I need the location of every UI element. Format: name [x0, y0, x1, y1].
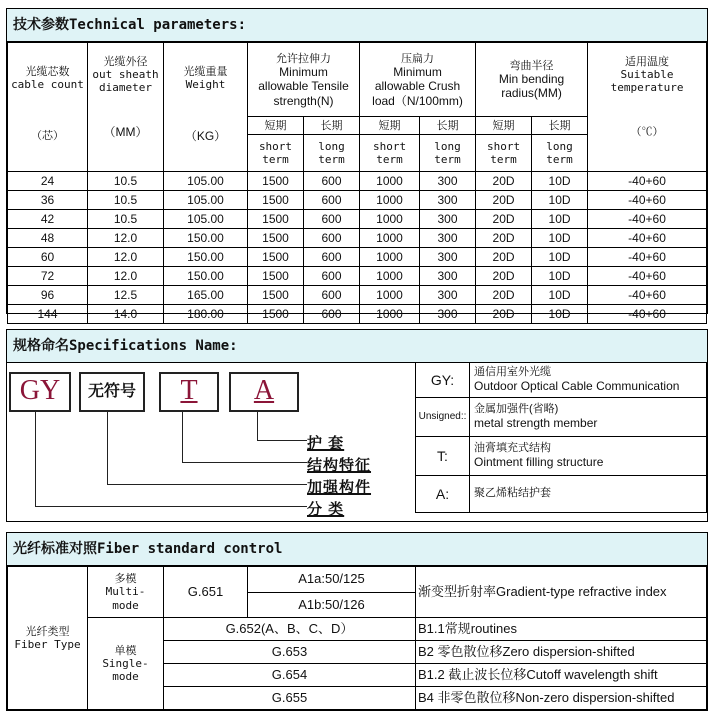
desc-cell: B2 零色散位移Zero dispersion-shifted: [416, 641, 707, 664]
table-cell: 1500: [248, 305, 304, 324]
box-a: A: [229, 372, 299, 412]
table-cell: 180.00: [164, 305, 248, 324]
table-cell: 300: [420, 172, 476, 191]
spec-row: [416, 476, 707, 513]
line-t-vert: [182, 412, 183, 462]
line-gy-horz: [35, 506, 307, 507]
table-cell: 300: [420, 210, 476, 229]
table-row: [8, 248, 707, 267]
spec-key: T:: [416, 437, 470, 476]
fiber-row-a1a: [8, 567, 707, 593]
technical-body: [8, 172, 707, 324]
table-cell: 1500: [248, 210, 304, 229]
table-cell: 60: [8, 248, 88, 267]
box-gy: GY: [9, 372, 71, 412]
table-cell: 1000: [360, 229, 420, 248]
table-cell: -40+60: [588, 172, 707, 191]
table-cell: 1000: [360, 305, 420, 324]
line-gy-vert: [35, 412, 36, 506]
label-structure: 结构特征: [307, 457, 372, 474]
bend-short-cn: 短期: [476, 117, 532, 135]
single-mode-label: 单模 Single- mode: [88, 618, 164, 710]
bend-long-cn: 长期: [532, 117, 588, 135]
technical-section: [6, 8, 708, 321]
table-cell: 42: [8, 210, 88, 229]
table-cell: 10D: [532, 172, 588, 191]
a1b-cell: A1b:50/126: [248, 592, 416, 618]
a1a-cell: A1a:50/125: [248, 567, 416, 593]
table-cell: 10D: [532, 286, 588, 305]
table-cell: 12.0: [88, 267, 164, 286]
table-cell: 20D: [476, 191, 532, 210]
table-cell: 12.5: [88, 286, 164, 305]
spec-table-wrap: [415, 362, 707, 513]
table-cell: 1500: [248, 267, 304, 286]
table-cell: 10D: [532, 229, 588, 248]
table-row: [8, 267, 707, 286]
line-a-horz: [257, 440, 307, 441]
table-cell: 20D: [476, 229, 532, 248]
table-cell: 600: [304, 210, 360, 229]
table-cell: 10D: [532, 305, 588, 324]
box-t: T: [159, 372, 219, 412]
label-class: 分 类: [307, 501, 345, 518]
header-tensile: 允许拉伸力 Minimum allowable Tensile strength(N): [248, 43, 360, 117]
table-cell: 20D: [476, 210, 532, 229]
table-cell: 300: [420, 229, 476, 248]
bend-long-en: long term: [532, 135, 588, 172]
fiber-row-0: [8, 618, 707, 641]
std-cell: G.653: [164, 641, 416, 664]
table-cell: -40+60: [588, 210, 707, 229]
table-cell: 600: [304, 286, 360, 305]
table-cell: 72: [8, 267, 88, 286]
table-cell: 600: [304, 229, 360, 248]
header-crush: 压扁力 Minimum allowable Crush load（N/100mm): [360, 43, 476, 117]
header-bending: 弯曲半径 Min bending radius(MM): [476, 43, 588, 117]
fiber-type-label: 光纤类型 Fiber Type: [8, 567, 88, 710]
table-cell: 20D: [476, 248, 532, 267]
table-cell: 48: [8, 229, 88, 248]
technical-table: [7, 42, 707, 324]
header-temp: 适用温度 Suitable temperature （℃）: [588, 43, 707, 172]
table-cell: 1500: [248, 229, 304, 248]
spec-key: A:: [416, 476, 470, 513]
table-cell: 150.00: [164, 267, 248, 286]
table-cell: 300: [420, 267, 476, 286]
header-weight: 光缆重量 Weight （KG）: [164, 43, 248, 172]
table-cell: 105.00: [164, 172, 248, 191]
tensile-short-cn: 短期: [248, 117, 304, 135]
line-u-vert: [107, 412, 108, 484]
table-cell: 10D: [532, 191, 588, 210]
table-cell: 600: [304, 191, 360, 210]
table-row: [8, 210, 707, 229]
spec-desc: [470, 398, 707, 437]
spec-desc: [470, 476, 707, 513]
desc-cell: B1.1常规routines: [416, 618, 707, 641]
table-cell: 105.00: [164, 210, 248, 229]
table-row: [8, 286, 707, 305]
table-cell: -40+60: [588, 229, 707, 248]
table-cell: 10D: [532, 267, 588, 286]
spec-row: [416, 363, 707, 398]
table-cell: -40+60: [588, 286, 707, 305]
spec-title: 规格命名Specifications Name:: [7, 330, 707, 363]
spec-row: [416, 398, 707, 437]
table-cell: 20D: [476, 172, 532, 191]
tensile-long-cn: 长期: [304, 117, 360, 135]
spec-desc: [470, 437, 707, 476]
table-row: [8, 172, 707, 191]
tensile-short-en: short term: [248, 135, 304, 172]
std-cell: G.654: [164, 664, 416, 687]
spec-desc-en: metal strength member: [474, 416, 598, 431]
table-cell: 144: [8, 305, 88, 324]
technical-title: 技术参数Technical parameters:: [7, 9, 707, 42]
table-cell: 150.00: [164, 248, 248, 267]
tensile-long-en: long term: [304, 135, 360, 172]
table-cell: 14.0: [88, 305, 164, 324]
table-cell: 20D: [476, 267, 532, 286]
header-row-top: [8, 43, 707, 117]
table-cell: 1000: [360, 172, 420, 191]
table-cell: 600: [304, 267, 360, 286]
spec-desc-cn: 油膏填充式结构: [474, 442, 551, 455]
table-cell: 150.00: [164, 229, 248, 248]
spec-desc-cn: 通信用室外光缆: [474, 366, 551, 379]
table-cell: 600: [304, 248, 360, 267]
table-row: [8, 191, 707, 210]
table-cell: 1500: [248, 191, 304, 210]
table-cell: 12.0: [88, 248, 164, 267]
multi-mode-label: 多模 Multi- mode: [88, 567, 164, 618]
table-cell: 600: [304, 172, 360, 191]
crush-long-en: long term: [420, 135, 476, 172]
spec-desc-cn: 聚乙烯粘结护套: [474, 487, 551, 500]
table-row: [8, 305, 707, 324]
table-cell: 10.5: [88, 172, 164, 191]
table-cell: 1500: [248, 172, 304, 191]
table-cell: 1000: [360, 210, 420, 229]
table-cell: 24: [8, 172, 88, 191]
crush-short-en: short term: [360, 135, 420, 172]
spec-row: [416, 437, 707, 476]
box-unsigned: 无符号: [79, 372, 145, 412]
table-cell: 1000: [360, 267, 420, 286]
table-cell: 12.0: [88, 229, 164, 248]
label-strength: 加强构件: [307, 479, 372, 496]
header-cable-count: 光缆芯数 cable count （芯）: [8, 43, 88, 172]
table-cell: 300: [420, 305, 476, 324]
table-row: [8, 229, 707, 248]
table-cell: 1000: [360, 248, 420, 267]
table-cell: 105.00: [164, 191, 248, 210]
spec-key: GY:: [416, 363, 470, 398]
table-cell: 600: [304, 305, 360, 324]
table-cell: 96: [8, 286, 88, 305]
table-cell: 20D: [476, 286, 532, 305]
table-cell: 300: [420, 286, 476, 305]
line-u-horz: [107, 484, 307, 485]
spec-table: [415, 362, 707, 513]
desc-cell: B1.2 截止波长位移Cutoff wavelength shift: [416, 664, 707, 687]
gradient-cell: 渐变型折射率Gradient-type refractive index: [416, 567, 707, 618]
spec-desc: [470, 363, 707, 398]
table-cell: -40+60: [588, 267, 707, 286]
table-cell: 1500: [248, 286, 304, 305]
table-cell: -40+60: [588, 248, 707, 267]
g651-cell: G.651: [164, 567, 248, 618]
table-cell: 10.5: [88, 210, 164, 229]
spec-desc-cn: 金属加强件(省略): [474, 403, 559, 416]
table-cell: 20D: [476, 305, 532, 324]
spec-key: Unsigned::: [416, 398, 470, 437]
line-t-horz: [182, 462, 307, 463]
table-cell: 1500: [248, 248, 304, 267]
line-a-vert: [257, 412, 258, 440]
table-cell: 300: [420, 191, 476, 210]
table-cell: 300: [420, 248, 476, 267]
crush-short-cn: 短期: [360, 117, 420, 135]
table-cell: 1000: [360, 286, 420, 305]
table-cell: -40+60: [588, 191, 707, 210]
fiber-table: [7, 566, 707, 710]
spec-desc-en: Ointment filling structure: [474, 455, 604, 470]
spec-desc-en: Outdoor Optical Cable Communication: [474, 379, 680, 394]
spec-section: [6, 329, 708, 522]
fiber-section: [6, 532, 708, 711]
table-cell: 10.5: [88, 191, 164, 210]
table-cell: 36: [8, 191, 88, 210]
crush-long-cn: 长期: [420, 117, 476, 135]
fiber-title: 光纤标准对照Fiber standard control: [7, 533, 707, 566]
label-sheath: 护 套: [307, 435, 345, 452]
desc-cell: B4 非零色散位移Non-zero dispersion-shifted: [416, 687, 707, 710]
std-cell: G.652(A、B、C、D）: [164, 618, 416, 641]
table-cell: -40+60: [588, 305, 707, 324]
table-cell: 10D: [532, 248, 588, 267]
table-cell: 165.00: [164, 286, 248, 305]
table-cell: 1000: [360, 191, 420, 210]
header-sheath: 光缆外径 out sheath diameter （MM）: [88, 43, 164, 172]
bend-short-en: short term: [476, 135, 532, 172]
table-cell: 10D: [532, 210, 588, 229]
std-cell: G.655: [164, 687, 416, 710]
